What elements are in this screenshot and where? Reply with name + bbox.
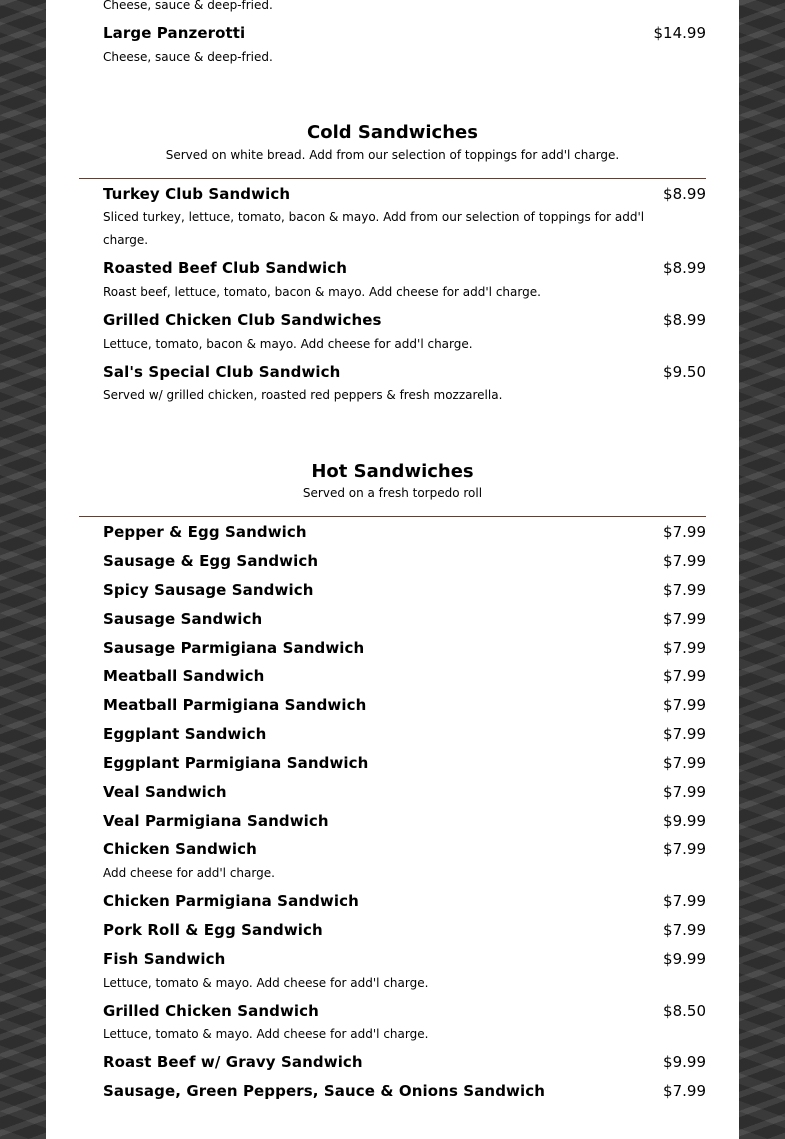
item-name: Grilled Chicken Club Sandwiches xyxy=(103,311,382,329)
item-name: Turkey Club Sandwich xyxy=(103,185,291,203)
item-price: $7.99 xyxy=(663,783,706,801)
item-name: Veal Sandwich xyxy=(103,783,227,801)
item-price: $7.99 xyxy=(663,552,706,570)
item-name: Sausage Parmigiana Sandwich xyxy=(103,639,365,657)
item-price: $7.99 xyxy=(663,1082,706,1100)
section-subtitle: Served on a fresh torpedo roll xyxy=(302,486,483,500)
item-name: Veal Parmigiana Sandwich xyxy=(103,812,329,830)
item-name: Grilled Chicken Sandwich xyxy=(103,1002,319,1020)
item-name: Pork Roll & Egg Sandwich xyxy=(103,921,323,939)
item-price: $7.99 xyxy=(663,696,706,714)
section-subtitle: Served on white bread. Add from our selection of toppings for add'l charge. xyxy=(165,148,620,162)
item-name: Large Panzerotti xyxy=(103,24,246,42)
item-price: $7.99 xyxy=(663,610,706,628)
item-name: Sausage Sandwich xyxy=(103,610,263,628)
item-price: $8.99 xyxy=(663,311,706,329)
item-price: $9.99 xyxy=(663,812,706,830)
section-title-cold-sandwiches: Cold Sandwiches xyxy=(307,122,478,143)
item-description: Lettuce, tomato, bacon & mayo. Add cheese for add'l charge. xyxy=(103,337,473,351)
item-name: Sausage & Egg Sandwich xyxy=(103,552,319,570)
item-name: Spicy Sausage Sandwich xyxy=(103,581,314,599)
item-price: $8.50 xyxy=(663,1002,706,1020)
item-price: $7.99 xyxy=(663,581,706,599)
item-name: Sal's Special Club Sandwich xyxy=(103,363,341,381)
item-name: Chicken Parmigiana Sandwich xyxy=(103,892,359,910)
item-price: $9.50 xyxy=(663,363,706,381)
background-texture-right xyxy=(739,0,785,1139)
item-price: $7.99 xyxy=(663,639,706,657)
background-texture-left xyxy=(0,0,46,1139)
item-name: Roasted Beef Club Sandwich xyxy=(103,259,348,277)
item-price: $7.99 xyxy=(663,754,706,772)
item-name: Sausage, Green Peppers, Sauce & Onions Sandwich xyxy=(103,1082,546,1100)
item-description: Roast beef, lettuce, tomato, bacon & mayo. Add cheese for add'l charge. xyxy=(103,285,541,299)
item-price: $7.99 xyxy=(663,667,706,685)
item-price: $8.99 xyxy=(663,259,706,277)
item-price: $7.99 xyxy=(663,523,706,541)
item-name: Meatball Parmigiana Sandwich xyxy=(103,696,367,714)
item-price: $7.99 xyxy=(663,725,706,743)
item-price: $7.99 xyxy=(663,921,706,939)
item-name: Eggplant Parmigiana Sandwich xyxy=(103,754,369,772)
item-name: Meatball Sandwich xyxy=(103,667,265,685)
section-divider xyxy=(79,178,706,179)
item-name: Pepper & Egg Sandwich xyxy=(103,523,307,541)
item-description: Lettuce, tomato & mayo. Add cheese for add'l charge. xyxy=(103,976,429,990)
item-description: Served w/ grilled chicken, roasted red peppers & fresh mozzarella. xyxy=(103,388,503,402)
item-description: Cheese, sauce & deep-fried. xyxy=(103,50,273,64)
item-name: Chicken Sandwich xyxy=(103,840,257,858)
section-divider xyxy=(79,516,706,517)
item-name: Fish Sandwich xyxy=(103,950,226,968)
item-price: $9.99 xyxy=(663,1053,706,1071)
item-description: Lettuce, tomato & mayo. Add cheese for add'l charge. xyxy=(103,1027,429,1041)
section-title-hot-sandwiches: Hot Sandwiches xyxy=(311,461,474,482)
item-description: charge. xyxy=(103,233,149,247)
menu-page xyxy=(46,0,739,1139)
item-name: Roast Beef w/ Gravy Sandwich xyxy=(103,1053,363,1071)
item-price: $7.99 xyxy=(663,892,706,910)
item-price: $7.99 xyxy=(663,840,706,858)
item-price: $9.99 xyxy=(663,950,706,968)
item-description: Add cheese for add'l charge. xyxy=(103,866,275,880)
item-description: Cheese, sauce & deep-fried. xyxy=(103,0,273,12)
item-price: $14.99 xyxy=(653,24,706,42)
item-name: Eggplant Sandwich xyxy=(103,725,267,743)
item-description: Sliced turkey, lettuce, tomato, bacon & mayo. Add from our selection of toppings for add'l xyxy=(103,210,645,224)
item-price: $8.99 xyxy=(663,185,706,203)
